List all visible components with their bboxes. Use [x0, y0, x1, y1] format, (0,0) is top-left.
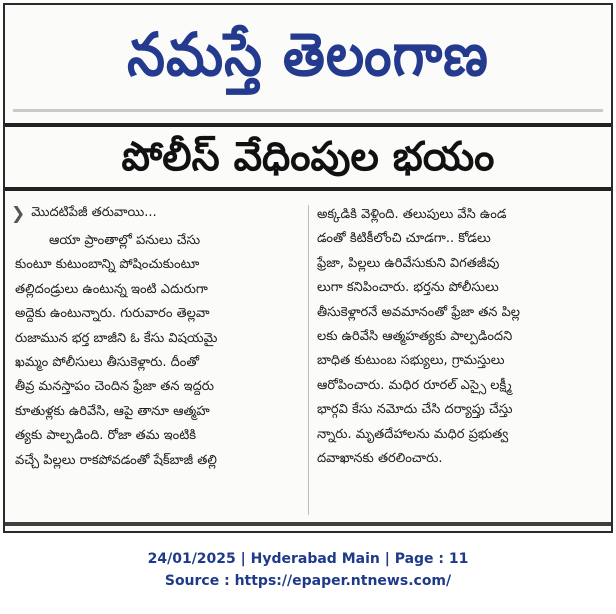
masthead-divider — [13, 109, 603, 112]
text-line: త్యకు పాల్పడింది. రోజా తమ ఇంటికి — [15, 428, 197, 444]
article-headline: పోలీస్ వేధింపుల భయం — [121, 134, 495, 180]
text-line: డంతో కిటికీలోంచి చూడగా.. కోడలు — [317, 231, 491, 247]
continuation-marker — [11, 202, 301, 226]
text-line: ఆయా ప్రాంతాల్లో పనులు చేసు — [49, 233, 201, 248]
text-line: కూతుళ్లకు ఉరివేసి, ఆపై తానూ ఆత్మహ — [15, 403, 210, 419]
text-line: ఆరోపించారు. మధిర రూరల్ ఎస్సై లక్ష్మీ — [317, 377, 512, 393]
text-line: అద్దెకు ఉంటున్నారు. గురువారం తెల్లవా — [15, 306, 210, 322]
text-line: కుంటూ కుటుంబాన్ని పోషించుకుంటూ — [15, 257, 200, 273]
text-line: దవాఖానకు తరలించారు. — [317, 451, 443, 467]
text-line: ఖమ్మం పోలీసులు తీసుకెళ్లారు. దీంతో — [15, 355, 200, 371]
newspaper-clipping — [3, 3, 613, 533]
next-article-cut-edge — [5, 519, 611, 531]
article-column-left — [15, 229, 301, 473]
text-line: తల్లిదండ్రులు ఉంటున్న ఇంటి ఎదురుగా — [15, 281, 208, 297]
article-column-right — [317, 203, 603, 471]
text-line: భార్గవి కేసు నమోదు చేసి దర్యాప్తు చేస్తు — [317, 402, 513, 418]
text-line: ఫ్రేజా, పిల్లలు ఉరివేసుకుని విగతజీవు — [317, 255, 500, 271]
edition-line: 24/01/2025 | Hyderabad Main | Page : 11 — [147, 551, 469, 567]
continuation-label: మొదటిపేజీ తరువాయి... — [31, 205, 157, 220]
source-line: Source : https://epaper.ntnews.com/ — [164, 573, 452, 589]
clipping-footer — [0, 548, 616, 592]
text-line: వచ్చే పిల్లలు రాకపోవడంతో షేక్‌బాజీ తల్లి — [15, 452, 217, 468]
headline-box — [5, 123, 611, 191]
chevron-right-icon: ❯ — [11, 203, 26, 224]
text-line: రుజామున భర్త బాజీని ఓ కేసు విషయమై — [15, 330, 218, 346]
text-line: లకు ఉరివేసి ఆత్మహత్యకు పాల్పడిందని — [317, 329, 513, 345]
masthead-logo: నమస్తే తెలంగాణ — [127, 19, 489, 90]
column-divider — [308, 205, 309, 515]
text-line: న్నారు. మృతదేహాలను మధిర ప్రభుత్వ — [317, 426, 509, 442]
masthead — [5, 5, 611, 105]
text-line: తీసుకెళ్లారనే అవమానంతో ఫ్రేజా తన పిల్ల — [317, 304, 521, 320]
text-line: తీవ్ర మనస్తాపం చెందిన ఫ్రేజా తన ఇద్దరు — [15, 379, 214, 395]
text-line: అక్కడికి వెళ్లింది. తలుపులు వేసి ఉండ — [317, 207, 507, 222]
text-line: బాధిత కుటుంబ సభ్యులు, గ్రామస్తులు — [317, 353, 505, 369]
text-line: లుగా కనిపించారు. భర్తను పోలీసులు — [317, 280, 499, 296]
